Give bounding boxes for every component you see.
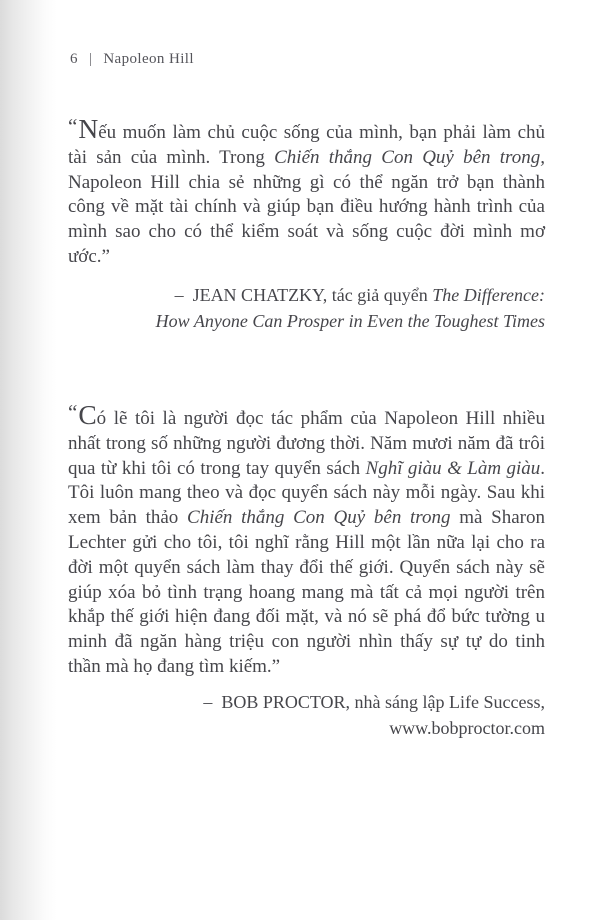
attribution-line: – JEAN CHATZKY, tác giả quyển The Difference:	[174, 285, 545, 305]
page-number: 6	[70, 51, 78, 67]
page-header	[70, 49, 194, 69]
attribution-line: – BOB PROCTOR, nhà sáng lập Life Success,	[203, 692, 545, 712]
quote-1-body-segments: ếu muốn làm chủ cuộc sống của mình, bạn phải làm chủ tài sản của mình. Trong Chiến thắng Con Quỷ bên trong, Napoleon Hill chia sẻ những gì có thể ngăn trở bạn thành công về mặt tài chính và giúp bạn điều hướng hành trình của mình sao cho có thể kiểm soát và sống cuộc đời mình mơ ước.”	[68, 122, 545, 267]
open-quote-mark: “	[68, 114, 79, 138]
running-title: Napoleon Hill	[103, 51, 194, 67]
quote-2-attribution	[68, 690, 545, 741]
header-separator: |	[88, 51, 93, 67]
quote-1-text	[68, 113, 545, 270]
spine-shadow-gradient	[0, 0, 57, 920]
lead-capital: N	[78, 113, 99, 144]
quote-2-body-segments: ó lẽ tôi là người đọc tác phẩm của Napoleon Hill nhiều nhất trong số những người đương thời. Năm mươi năm đã trôi qua từ khi tôi có trong tay quyển sách Nghĩ giàu & Làm giàu. Tôi luôn mang theo và đọc quyển sách này mỗi ngày. Sau khi xem bản thảo Chiến thắng Con Quỷ bên trong mà Sharon Lechter gửi cho tôi, tôi nghĩ rằng Hill một lần nữa lại cho ra đời một quyển sách làm thay đổi thế giới. Quyển sách này sẽ giúp xóa bỏ tình trạng hoang mang mà tất cả mọi người trên khắp thế giới hiện đang đối mặt, và nó sẽ phá đổ bức tường u minh đã ngăn hàng triệu con người nhìn thấy sự tự do tinh thần mà họ đang tìm kiếm.”	[68, 408, 545, 677]
attribution-line: www.bobproctor.com	[389, 717, 545, 738]
lead-capital: C	[78, 399, 97, 430]
attribution-line: How Anyone Can Prosper in Even the Toughest Times	[155, 310, 545, 331]
quote-1-attribution	[68, 283, 545, 334]
open-quote-mark: “	[68, 400, 79, 424]
quote-2-text	[68, 399, 545, 680]
